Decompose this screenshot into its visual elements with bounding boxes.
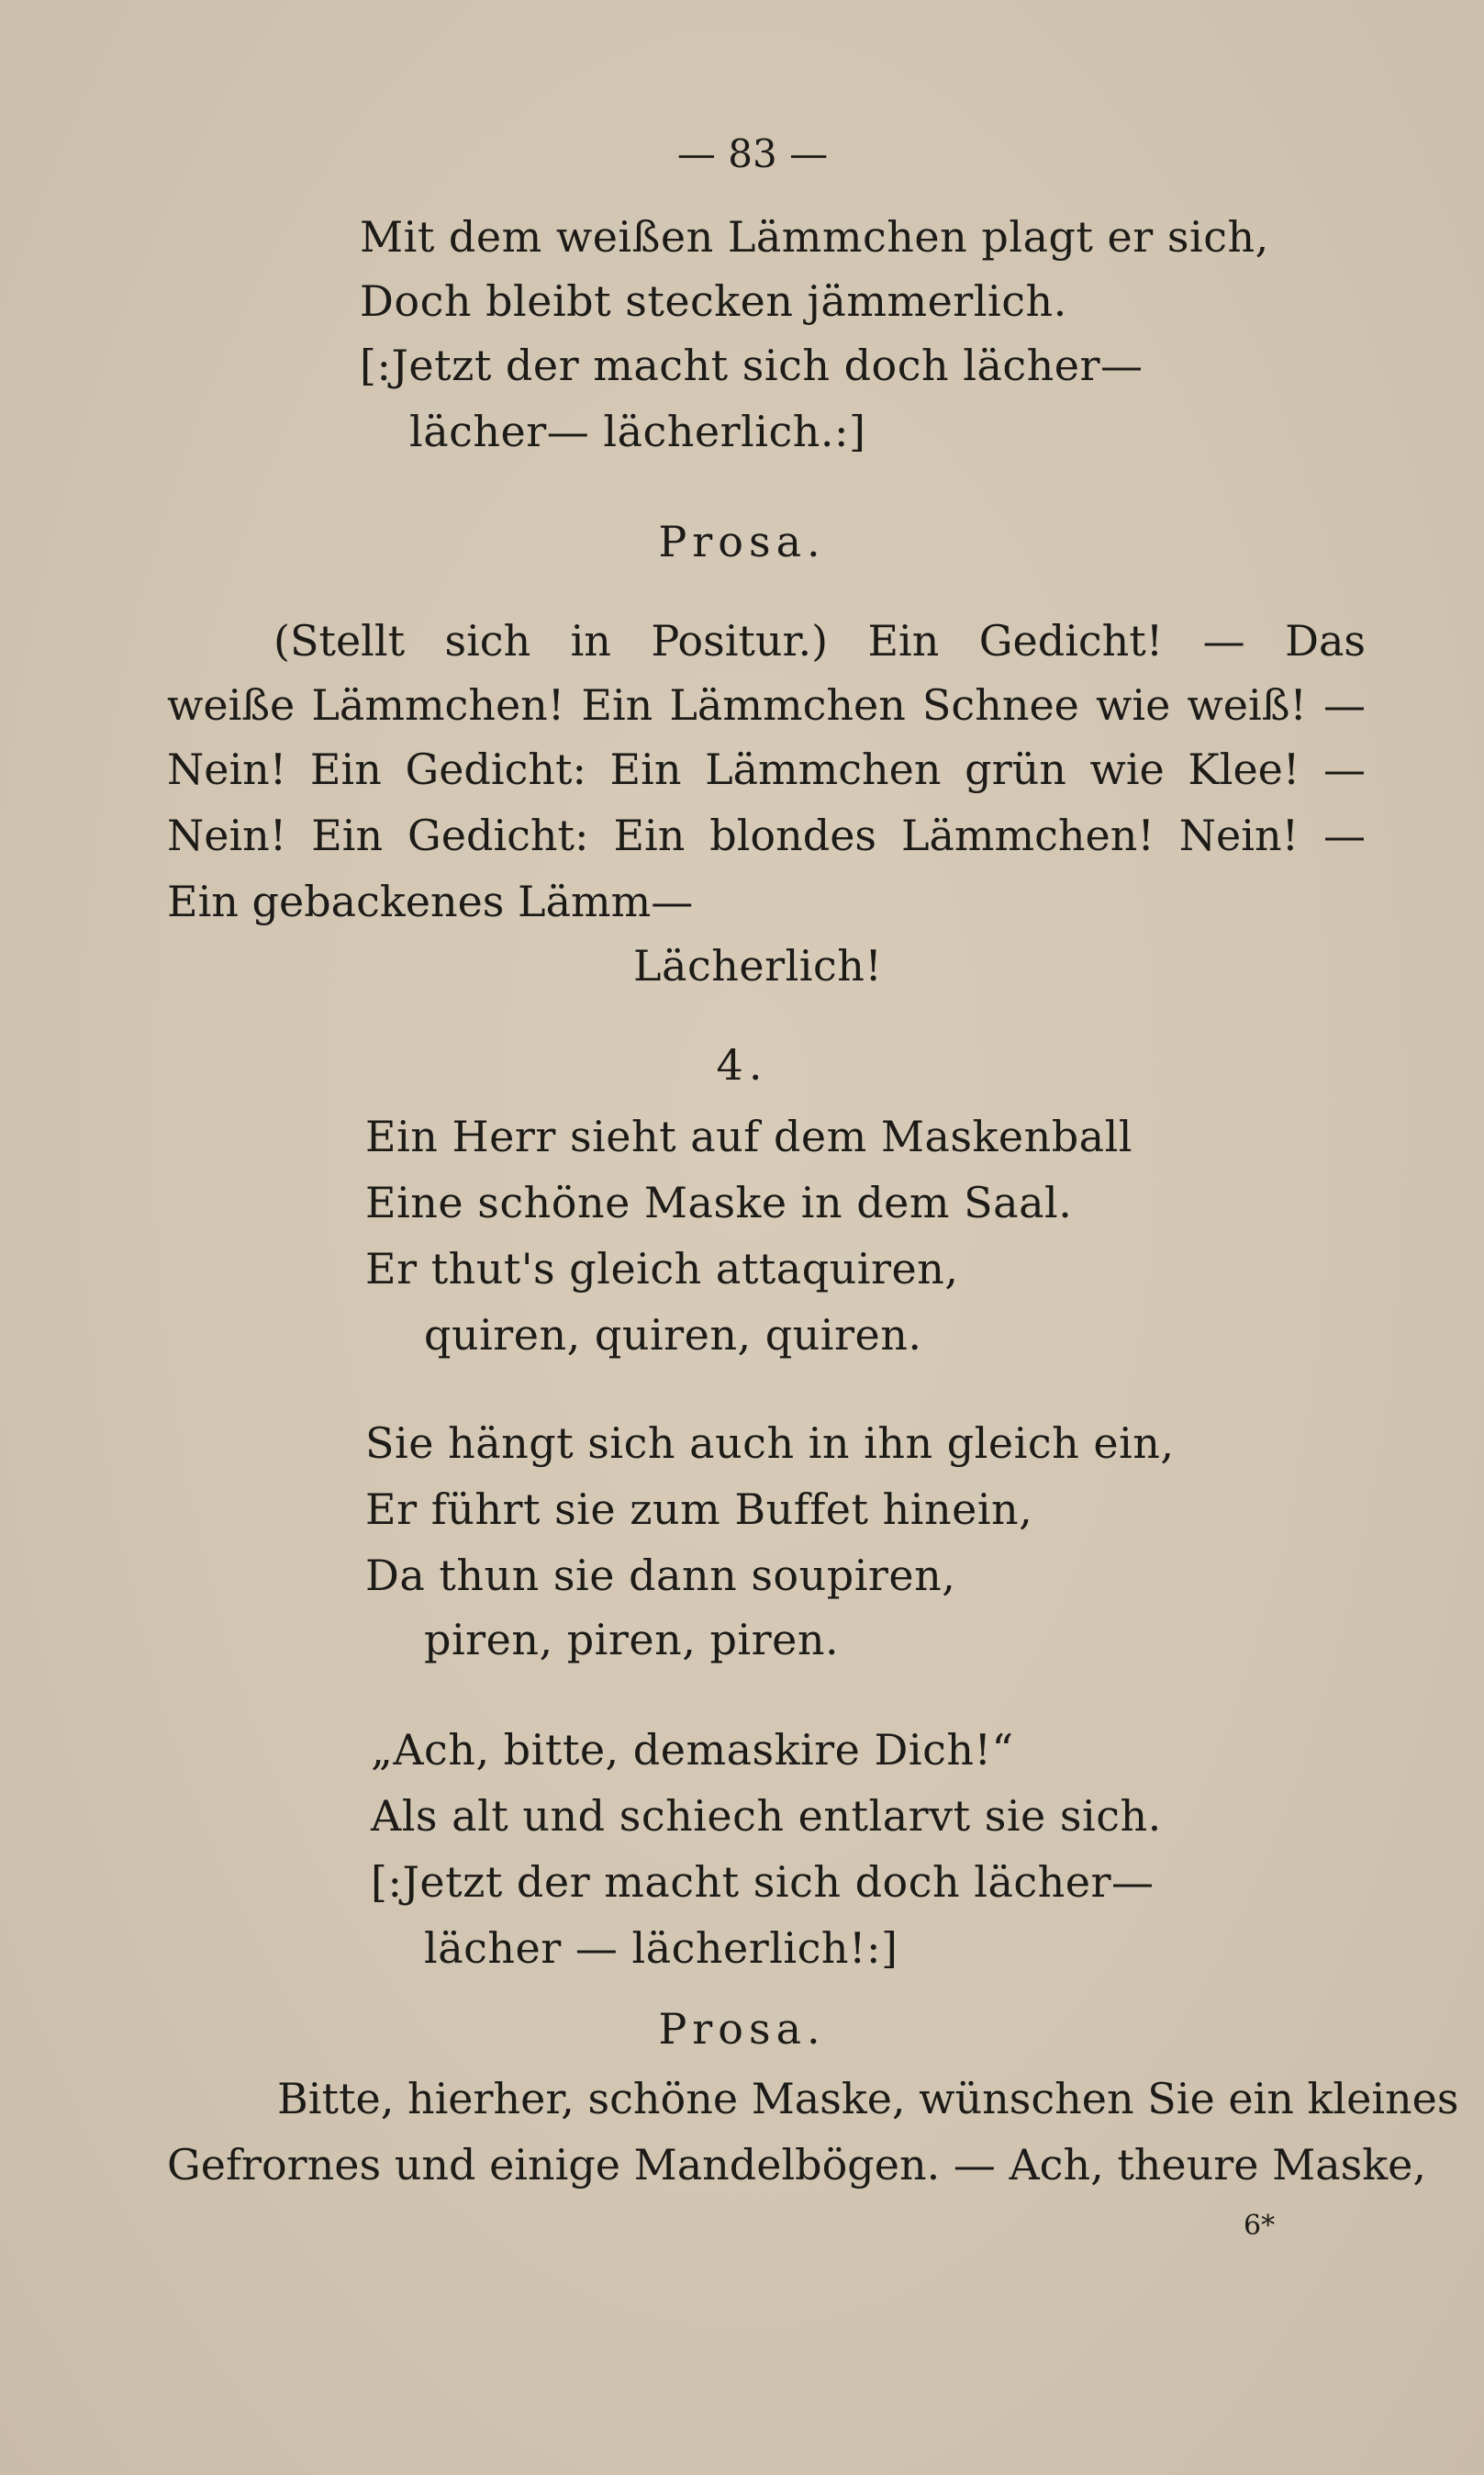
- verse-line: Er thut's gleich attaquiren,: [365, 1244, 959, 1293]
- verse-line: Er führt sie zum Buffet hinein,: [365, 1484, 1033, 1534]
- prose-closing: Lächerlich!: [633, 941, 883, 991]
- prose-line: Bitte, hierher, schöne Maske, wünschen Sie ein kleines: [277, 2074, 1459, 2123]
- verse-line: lächer— lächerlich.:]: [409, 407, 866, 456]
- page-number: — 83 —: [676, 131, 829, 176]
- verse-line: Mit dem weißen Lämmchen plagt er sich,: [360, 212, 1269, 262]
- verse-line: [:Jetzt der macht sich doch lächer—: [360, 341, 1144, 390]
- verse-line: quiren, quiren, quiren.: [424, 1310, 922, 1360]
- prose-line: Ein gebackenes Lämm—: [167, 877, 694, 926]
- prose-line: Gefrornes und einige Mandelbögen. — Ach, theure Maske,: [167, 2140, 1426, 2189]
- prosa-heading: Prosa.: [658, 517, 826, 566]
- verse-line: Sie hängt sich auch in ihn gleich ein,: [365, 1418, 1175, 1468]
- prose-line: Nein! Ein Gedicht: Ein Lämmchen grün wie Klee! —: [167, 745, 1366, 794]
- verse-line: [:Jetzt der macht sich doch lächer—: [371, 1857, 1155, 1907]
- verse-line: piren, piren, piren.: [424, 1615, 840, 1664]
- verse-line: „Ach, bitte, demaskire Dich!“: [371, 1725, 1014, 1775]
- signature-mark: 6*: [1244, 2210, 1276, 2242]
- prose-line: (Stellt sich in Positur.) Ein Gedicht! — Das: [273, 616, 1366, 666]
- section-number: 4.: [716, 1040, 768, 1090]
- verse-line: Da thun sie dann soupiren,: [365, 1551, 956, 1600]
- verse-line: Doch bleibt stecken jämmerlich.: [360, 276, 1067, 326]
- prose-line: Nein! Ein Gedicht: Ein blondes Lämmchen! Nein! —: [167, 811, 1366, 860]
- verse-line: Als alt und schiech entlarvt sie sich.: [371, 1791, 1162, 1841]
- verse-line: Ein Herr sieht auf dem Maskenball: [365, 1112, 1133, 1161]
- prose-line: weiße Lämmchen! Ein Lämmchen Schnee wie weiß! —: [167, 680, 1366, 730]
- verse-line: lächer — lächerlich!:]: [424, 1923, 898, 1973]
- verse-line: Eine schöne Maske in dem Saal.: [365, 1178, 1073, 1227]
- prosa-heading: Prosa.: [658, 2004, 826, 2054]
